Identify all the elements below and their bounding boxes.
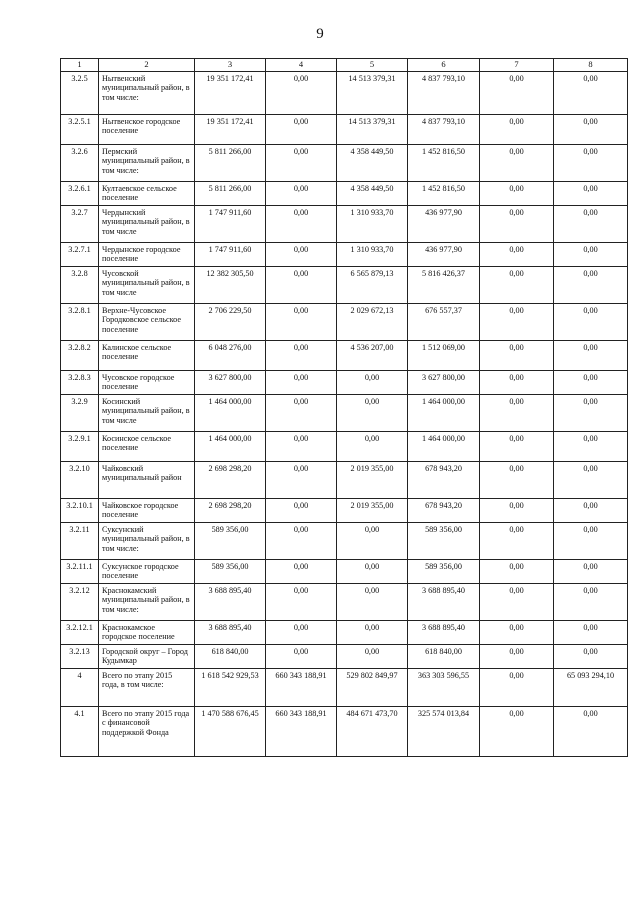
cell-col7: 0,00 [480, 462, 554, 499]
header-cell: 3 [195, 59, 266, 72]
cell-col7: 0,00 [480, 206, 554, 243]
cell-col3: 3 688 895,40 [195, 584, 266, 621]
cell-col5: 2 019 355,00 [337, 462, 408, 499]
header-cell: 5 [337, 59, 408, 72]
row-code: 3.2.7.1 [61, 243, 99, 267]
cell-col6: 589 356,00 [408, 523, 480, 560]
cell-col4: 0,00 [266, 395, 337, 432]
row-name: Краснокамское городское поселение [99, 621, 195, 645]
cell-col6: 5 816 426,37 [408, 267, 480, 304]
header-cell: 1 [61, 59, 99, 72]
table-row [61, 182, 628, 206]
cell-col4: 0,00 [266, 115, 337, 145]
cell-col4: 0,00 [266, 206, 337, 243]
table-row [61, 395, 628, 432]
cell-col7: 0,00 [480, 621, 554, 645]
cell-col3: 5 811 266,00 [195, 182, 266, 206]
table-row [61, 267, 628, 304]
cell-col6: 363 303 596,55 [408, 669, 480, 707]
cell-col5: 0,00 [337, 371, 408, 395]
row-name: Суксунский муниципальный район, в том числе: [99, 523, 195, 560]
cell-col3: 19 351 172,41 [195, 115, 266, 145]
cell-col5: 6 565 879,13 [337, 267, 408, 304]
row-name: Чердынское городское поселение [99, 243, 195, 267]
cell-col3: 1 464 000,00 [195, 432, 266, 462]
cell-col3: 1 618 542 929,53 [195, 669, 266, 707]
cell-col8: 0,00 [554, 523, 628, 560]
cell-col7: 0,00 [480, 560, 554, 584]
cell-col6: 678 943,20 [408, 462, 480, 499]
row-name: Чусовской муниципальный район, в том числе [99, 267, 195, 304]
cell-col5: 0,00 [337, 584, 408, 621]
row-name: Краснокамский муниципальный район, в том числе: [99, 584, 195, 621]
table-row [61, 341, 628, 371]
cell-col6: 436 977,90 [408, 243, 480, 267]
row-name: Всего по этапу 2015 года с финансовой поддержкой Фонда [99, 707, 195, 757]
header-row [61, 59, 628, 72]
cell-col6: 3 688 895,40 [408, 621, 480, 645]
table-row [61, 523, 628, 560]
cell-col3: 2 698 298,20 [195, 462, 266, 499]
cell-col5: 0,00 [337, 645, 408, 669]
cell-col3: 589 356,00 [195, 523, 266, 560]
cell-col4: 660 343 188,91 [266, 707, 337, 757]
cell-col4: 0,00 [266, 72, 337, 115]
cell-col3: 19 351 172,41 [195, 72, 266, 115]
table-row [61, 621, 628, 645]
table-row [61, 462, 628, 499]
table-row [61, 432, 628, 462]
cell-col8: 0,00 [554, 371, 628, 395]
row-name: Верхне-Чусовское Городковское сельское поселение [99, 304, 195, 341]
row-name: Чайковский муниципальный район [99, 462, 195, 499]
cell-col5: 0,00 [337, 621, 408, 645]
cell-col4: 0,00 [266, 645, 337, 669]
header-cell: 8 [554, 59, 628, 72]
row-code: 3.2.5 [61, 72, 99, 115]
table-row [61, 707, 628, 757]
cell-col8: 0,00 [554, 499, 628, 523]
row-code: 3.2.12 [61, 584, 99, 621]
cell-col6: 436 977,90 [408, 206, 480, 243]
cell-col5: 0,00 [337, 395, 408, 432]
cell-col5: 14 513 379,31 [337, 72, 408, 115]
row-name: Нытвенское городское поселение [99, 115, 195, 145]
cell-col6: 676 557,37 [408, 304, 480, 341]
cell-col7: 0,00 [480, 584, 554, 621]
cell-col4: 0,00 [266, 341, 337, 371]
row-name: Косинский муниципальный район, в том числе [99, 395, 195, 432]
cell-col5: 4 358 449,50 [337, 182, 408, 206]
row-code: 3.2.9.1 [61, 432, 99, 462]
cell-col5: 0,00 [337, 523, 408, 560]
cell-col4: 0,00 [266, 462, 337, 499]
cell-col5: 0,00 [337, 560, 408, 584]
table-row [61, 206, 628, 243]
cell-col3: 1 464 000,00 [195, 395, 266, 432]
cell-col5: 529 802 849,97 [337, 669, 408, 707]
cell-col6: 3 627 800,00 [408, 371, 480, 395]
cell-col8: 0,00 [554, 267, 628, 304]
row-name: Суксунское городское поселение [99, 560, 195, 584]
table-row [61, 669, 628, 707]
cell-col6: 3 688 895,40 [408, 584, 480, 621]
table-row [61, 304, 628, 341]
cell-col8: 0,00 [554, 584, 628, 621]
cell-col5: 4 358 449,50 [337, 145, 408, 182]
cell-col4: 0,00 [266, 523, 337, 560]
cell-col5: 4 536 207,00 [337, 341, 408, 371]
cell-col3: 6 048 276,00 [195, 341, 266, 371]
row-code: 3.2.9 [61, 395, 99, 432]
cell-col4: 660 343 188,91 [266, 669, 337, 707]
row-name: Косинское сельское поселение [99, 432, 195, 462]
row-code: 4.1 [61, 707, 99, 757]
row-name: Калинское сельское поселение [99, 341, 195, 371]
row-code: 3.2.5.1 [61, 115, 99, 145]
table-row [61, 645, 628, 669]
cell-col8: 65 093 294,10 [554, 669, 628, 707]
cell-col3: 1 747 911,60 [195, 243, 266, 267]
cell-col7: 0,00 [480, 432, 554, 462]
cell-col6: 1 512 069,00 [408, 341, 480, 371]
cell-col7: 0,00 [480, 145, 554, 182]
cell-col3: 12 382 305,50 [195, 267, 266, 304]
cell-col5: 2 019 355,00 [337, 499, 408, 523]
cell-col7: 0,00 [480, 707, 554, 757]
row-name: Всего по этапу 2015 года, в том числе: [99, 669, 195, 707]
cell-col3: 618 840,00 [195, 645, 266, 669]
cell-col8: 0,00 [554, 206, 628, 243]
cell-col3: 1 470 588 676,45 [195, 707, 266, 757]
row-name: Чусовское городское поселение [99, 371, 195, 395]
row-code: 3.2.13 [61, 645, 99, 669]
cell-col7: 0,00 [480, 371, 554, 395]
cell-col4: 0,00 [266, 432, 337, 462]
cell-col8: 0,00 [554, 182, 628, 206]
cell-col7: 0,00 [480, 243, 554, 267]
cell-col4: 0,00 [266, 145, 337, 182]
cell-col8: 0,00 [554, 395, 628, 432]
cell-col7: 0,00 [480, 267, 554, 304]
cell-col4: 0,00 [266, 499, 337, 523]
cell-col7: 0,00 [480, 395, 554, 432]
row-name: Нытвенский муниципальный район, в том числе: [99, 72, 195, 115]
cell-col4: 0,00 [266, 267, 337, 304]
row-name: Чайковское городское поселение [99, 499, 195, 523]
cell-col7: 0,00 [480, 182, 554, 206]
cell-col4: 0,00 [266, 243, 337, 267]
cell-col7: 0,00 [480, 72, 554, 115]
cell-col6: 618 840,00 [408, 645, 480, 669]
cell-col3: 589 356,00 [195, 560, 266, 584]
cell-col5: 1 310 933,70 [337, 206, 408, 243]
cell-col3: 1 747 911,60 [195, 206, 266, 243]
row-code: 3.2.8.3 [61, 371, 99, 395]
cell-col6: 1 464 000,00 [408, 432, 480, 462]
cell-col3: 2 706 229,50 [195, 304, 266, 341]
header-cell: 6 [408, 59, 480, 72]
cell-col5: 2 029 672,13 [337, 304, 408, 341]
row-code: 3.2.8.2 [61, 341, 99, 371]
row-code: 3.2.12.1 [61, 621, 99, 645]
cell-col7: 0,00 [480, 115, 554, 145]
row-code: 3.2.11.1 [61, 560, 99, 584]
cell-col8: 0,00 [554, 645, 628, 669]
row-code: 3.2.10 [61, 462, 99, 499]
cell-col3: 2 698 298,20 [195, 499, 266, 523]
page-number: 9 [316, 26, 324, 42]
table-row [61, 560, 628, 584]
table-row [61, 72, 628, 115]
row-name: Култаевское сельское поселение [99, 182, 195, 206]
header-cell: 4 [266, 59, 337, 72]
cell-col8: 0,00 [554, 707, 628, 757]
cell-col5: 14 513 379,31 [337, 115, 408, 145]
cell-col4: 0,00 [266, 584, 337, 621]
row-code: 3.2.6 [61, 145, 99, 182]
cell-col7: 0,00 [480, 669, 554, 707]
row-code: 3.2.6.1 [61, 182, 99, 206]
cell-col7: 0,00 [480, 645, 554, 669]
cell-col8: 0,00 [554, 304, 628, 341]
cell-col8: 0,00 [554, 462, 628, 499]
row-code: 3.2.7 [61, 206, 99, 243]
cell-col4: 0,00 [266, 560, 337, 584]
row-code: 3.2.8.1 [61, 304, 99, 341]
cell-col7: 0,00 [480, 304, 554, 341]
cell-col8: 0,00 [554, 341, 628, 371]
row-code: 3.2.10.1 [61, 499, 99, 523]
table-row [61, 243, 628, 267]
row-code: 3.2.8 [61, 267, 99, 304]
cell-col8: 0,00 [554, 560, 628, 584]
row-name: Чердынский муниципальный район, в том числе [99, 206, 195, 243]
cell-col6: 1 452 816,50 [408, 182, 480, 206]
table-row [61, 584, 628, 621]
table-row [61, 115, 628, 145]
row-code: 3.2.11 [61, 523, 99, 560]
cell-col6: 325 574 013,84 [408, 707, 480, 757]
cell-col4: 0,00 [266, 621, 337, 645]
header-cell: 7 [480, 59, 554, 72]
header-cell: 2 [99, 59, 195, 72]
cell-col3: 3 688 895,40 [195, 621, 266, 645]
cell-col5: 0,00 [337, 432, 408, 462]
cell-col4: 0,00 [266, 371, 337, 395]
row-name: Пермский муниципальный район, в том числе: [99, 145, 195, 182]
cell-col6: 4 837 793,10 [408, 115, 480, 145]
cell-col3: 5 811 266,00 [195, 145, 266, 182]
table-row [61, 499, 628, 523]
cell-col8: 0,00 [554, 115, 628, 145]
cell-col7: 0,00 [480, 499, 554, 523]
cell-col8: 0,00 [554, 72, 628, 115]
cell-col4: 0,00 [266, 304, 337, 341]
row-name: Городской округ – Город Кудымкар [99, 645, 195, 669]
cell-col7: 0,00 [480, 523, 554, 560]
cell-col6: 589 356,00 [408, 560, 480, 584]
cell-col4: 0,00 [266, 182, 337, 206]
cell-col5: 484 671 473,70 [337, 707, 408, 757]
cell-col7: 0,00 [480, 341, 554, 371]
cell-col5: 1 310 933,70 [337, 243, 408, 267]
budget-table [60, 58, 628, 757]
table-row [61, 145, 628, 182]
cell-col8: 0,00 [554, 243, 628, 267]
cell-col6: 4 837 793,10 [408, 72, 480, 115]
cell-col8: 0,00 [554, 145, 628, 182]
cell-col8: 0,00 [554, 621, 628, 645]
cell-col6: 678 943,20 [408, 499, 480, 523]
cell-col8: 0,00 [554, 432, 628, 462]
cell-col3: 3 627 800,00 [195, 371, 266, 395]
row-code: 4 [61, 669, 99, 707]
table-row [61, 371, 628, 395]
cell-col6: 1 464 000,00 [408, 395, 480, 432]
cell-col6: 1 452 816,50 [408, 145, 480, 182]
